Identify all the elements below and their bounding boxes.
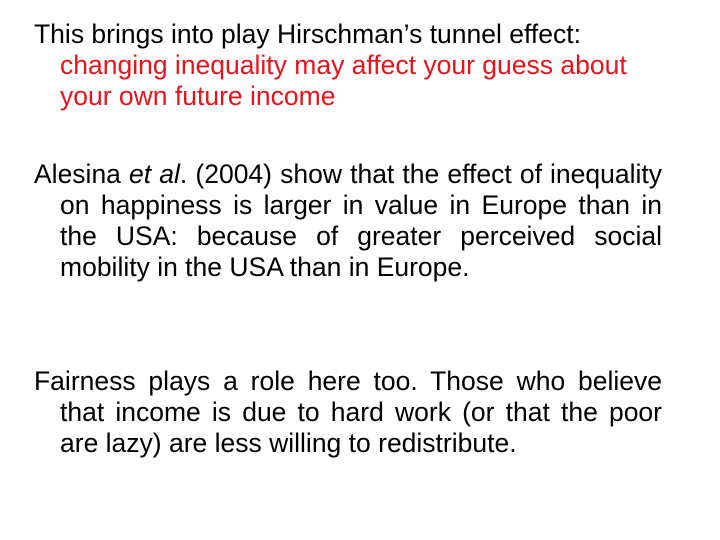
paragraph-tunnel-effect-highlight: changing inequality may affect your guess about your own future income <box>60 50 627 111</box>
paragraph-alesina-rest: . (2004) show that the effect of inequality on happiness is larger in value in Europe than in the USA: because of greater perceived social mobility in the USA than in Europe. <box>60 159 663 282</box>
paragraph-tunnel-effect-lead: This brings into play Hirschman’s tunnel effect: <box>34 19 581 49</box>
paragraph-alesina-etal: et al <box>129 159 180 189</box>
paragraph-fairness-text: Fairness plays a role here too. Those who believe that income is due to hard work (or that the poor are lazy) are less willing to redistribute. <box>34 366 662 458</box>
paragraph-fairness <box>34 366 662 459</box>
paragraph-alesina <box>34 159 662 283</box>
paragraph-alesina-author: Alesina <box>34 159 130 189</box>
paragraph-tunnel-effect <box>34 19 662 112</box>
